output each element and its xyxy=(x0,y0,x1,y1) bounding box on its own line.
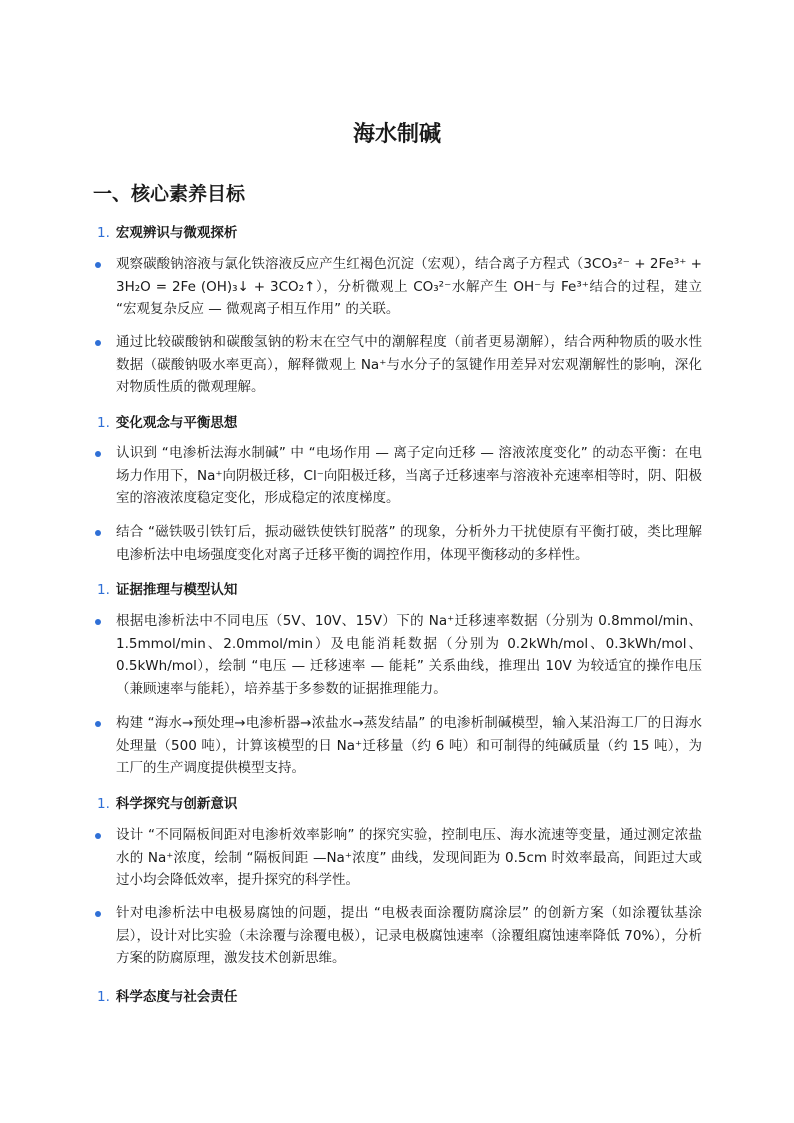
bullet-text: 观察碳酸钠溶液与氯化铁溶液反应产生红褐色沉淀（宏观），结合离子方程式（3CO₃²⁻ + 2Fe³⁺ + 3H₂O = 2Fe (OH)₃↓ + 3CO₂↑），分析微观上 CO₃²⁻水解产生 OH⁻与 Fe³⁺结合的过程，建立 “宏观复杂反应 — 微观离子相互作用” 的关联。 xyxy=(116,256,702,317)
bullet-text: 认识到 “电渗析法海水制碱” 中 “电场作用 — 离子定向迁移 — 溶液浓度变化” 的动态平衡：在电场力作用下，Na⁺向阴极迁移，Cl⁻向阳极迁移，当离子迁移速率与溶液补充速率相等时，阴、阳极室的溶液浓度稳定变化，形成稳定的浓度梯度。 xyxy=(116,445,702,506)
group-title: 证据推理与模型认知 xyxy=(115,582,238,598)
bullet-icon xyxy=(95,530,101,536)
bullet-text: 设计 “不同隔板间距对电渗析效率影响” 的探究实验，控制电压、海水流速等变量，通过测定浓盐水的 Na⁺浓度，绘制 “隔板间距 —Na⁺浓度” 曲线，发现间距为 0.5cm 时效率最高，间距过大或过小均会降低效率，提升探究的科学性。 xyxy=(116,827,702,888)
group-heading xyxy=(97,580,237,600)
bullet-text: 针对电渗析法中电极易腐蚀的问题，提出 “电极表面涂覆防腐涂层” 的创新方案（如涂覆钛基涂层），设计对比实验（未涂覆与涂覆电极），记录电极腐蚀速率（涂覆组腐蚀速率降低 70%），分析方案的防腐原理，激发技术创新思维。 xyxy=(116,905,702,966)
bullet-text: 根据电渗析法中不同电压（5V、10V、15V）下的 Na⁺迁移速率数据（分别为 0.8mmol/min、1.5mmol/min、2.0mmol/min）及电能消耗数据（分别为 0.2kWh/mol、0.3kWh/mol、0.5kWh/mol），绘制 “电压 — 迁移速率 — 能耗” 关系曲线，推理出 10V 为较适宜的操作电压（兼顾速率与能耗），培养基于多参数的证据推理能力。 xyxy=(116,613,702,697)
list-number: 1. xyxy=(97,225,110,241)
group-title: 变化观念与平衡思想 xyxy=(115,415,238,431)
group-title: 宏观辨识与微观探析 xyxy=(115,225,238,241)
page-title: 海水制碱 xyxy=(352,122,441,147)
group-title: 科学探究与创新意识 xyxy=(115,796,238,812)
bullet-icon xyxy=(95,911,101,917)
bullet-icon xyxy=(95,619,101,625)
bullet-icon xyxy=(95,451,101,457)
bullet-icon xyxy=(95,833,101,839)
bullet-icon xyxy=(95,340,101,346)
bullet-text: 通过比较碳酸钠和碳酸氢钠的粉末在空气中的潮解程度（前者更易潮解），结合两种物质的吸水性数据（碳酸钠吸水率更高），解释微观上 Na⁺与水分子的氢键作用差异对宏观潮解性的影响，深化对物质性质的微观理解。 xyxy=(116,334,702,395)
group-heading xyxy=(97,413,237,433)
bullet-icon xyxy=(95,262,101,268)
bullet-icon xyxy=(95,721,101,727)
group-heading xyxy=(97,223,237,243)
bullet-text: 结合 “磁铁吸引铁钉后，振动磁铁使铁钉脱落” 的现象，分析外力干扰使原有平衡打破，类比理解电渗析法中电场强度变化对离子迁移平衡的调控作用，体现平衡移动的多样性。 xyxy=(116,524,702,563)
list-number: 1. xyxy=(97,796,110,812)
list-number: 1. xyxy=(97,582,110,598)
group-title: 科学态度与社会责任 xyxy=(115,989,238,1005)
group-heading xyxy=(97,987,237,1007)
group-heading xyxy=(97,794,237,814)
list-number: 1. xyxy=(97,415,110,431)
list-number: 1. xyxy=(97,989,110,1005)
bullet-text: 构建 “海水→预处理→电渗析器→浓盐水→蒸发结晶” 的电渗析制碱模型，输入某沿海工厂的日海水处理量（500 吨），计算该模型的日 Na⁺迁移量（约 6 吨）和可制得的纯碱质量（约 15 吨），为工厂的生产调度提供模型支持。 xyxy=(116,715,702,776)
section-heading: 一、核心素养目标 xyxy=(93,183,246,205)
